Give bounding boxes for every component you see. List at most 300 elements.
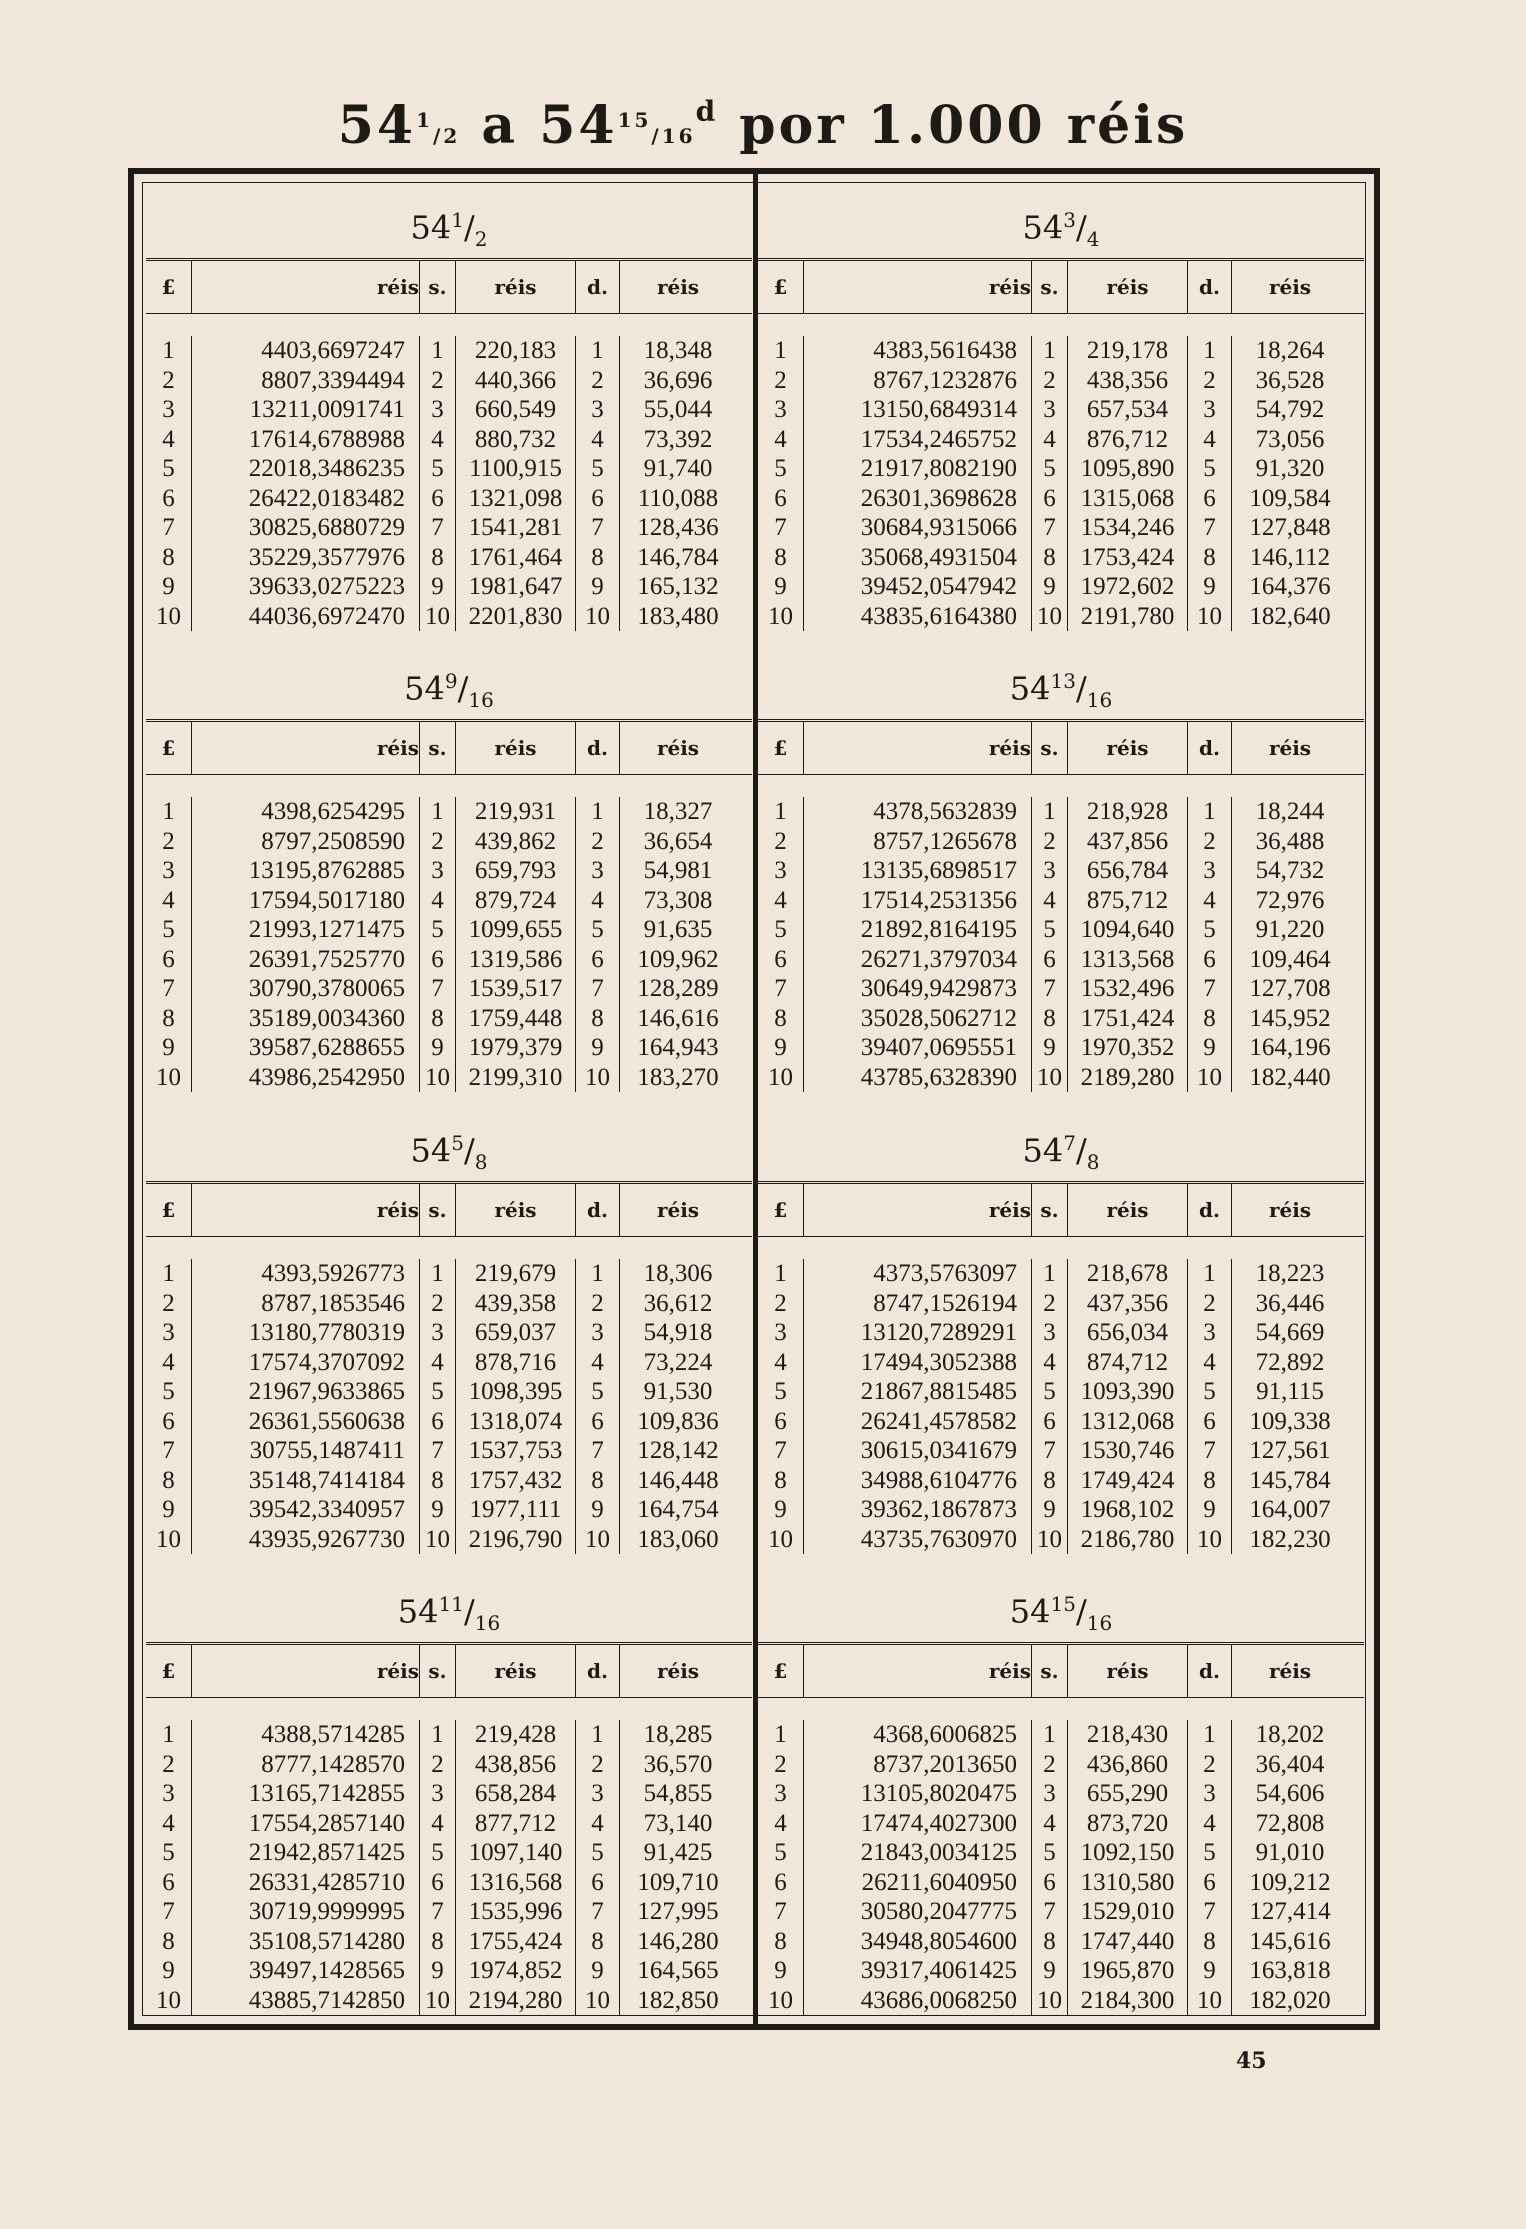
column-header: réis — [804, 722, 1032, 774]
table-cell: 8797,2508590 — [192, 827, 420, 857]
table-cell: 8 — [758, 543, 804, 573]
table-cell: 91,010 — [1255, 1839, 1325, 1866]
table-cell: 2186,780 — [1068, 1525, 1188, 1555]
table-cell: 9 — [576, 1956, 620, 1986]
table-cell: 1 — [758, 1720, 804, 1750]
column-header: réis — [456, 1645, 576, 1697]
table-cell: 1968,102 — [1068, 1495, 1188, 1525]
table-cell: 2 — [758, 827, 804, 857]
table-row — [146, 1986, 752, 2016]
table-row — [146, 915, 752, 945]
table-cell: 1095,890 — [1068, 454, 1188, 484]
table-cell: 1100,915 — [456, 454, 576, 484]
table-body — [146, 775, 752, 1092]
table-cell: 1 — [420, 336, 456, 366]
table-cell: 164,565 — [637, 1957, 719, 1984]
column-header: réis — [1068, 261, 1188, 313]
table-cell: 437,856 — [1068, 827, 1188, 857]
table-cell: 3 — [758, 395, 804, 425]
table-cell: 1749,424 — [1068, 1466, 1188, 1496]
table-cell: 1 — [1032, 797, 1068, 827]
table-cell: 21843,0034125 — [804, 1838, 1032, 1868]
rate-fraction-denominator: 8 — [474, 1150, 488, 1175]
column-header: réis — [1268, 736, 1312, 760]
table-cell: 1970,352 — [1068, 1033, 1188, 1063]
table-cell: 5 — [758, 1838, 804, 1868]
table-cell: 1 — [1032, 336, 1068, 366]
table-cell: 1974,852 — [456, 1956, 576, 1986]
table-cell: 5 — [146, 454, 192, 484]
table-cell: 1977,111 — [456, 1495, 576, 1525]
table-cell: 91,530 — [643, 1378, 713, 1405]
table-cell: 54,792 — [1255, 396, 1325, 423]
table-cell: 30755,1487411 — [192, 1436, 420, 1466]
table-cell: 1981,647 — [456, 572, 576, 602]
table-cell: 2 — [1032, 827, 1068, 857]
table-cell: 9 — [758, 1495, 804, 1525]
table-cell: 4393,5926773 — [192, 1259, 420, 1289]
table-cell: 4398,6254295 — [192, 797, 420, 827]
table-cell: 6 — [146, 945, 192, 975]
table-cell: 1537,753 — [456, 1436, 576, 1466]
table-cell: 6 — [758, 945, 804, 975]
table-cell: 878,716 — [456, 1348, 576, 1378]
table-cell: 39542,3340957 — [192, 1495, 420, 1525]
table-row — [758, 886, 1364, 916]
table-cell: 34988,6104776 — [804, 1466, 1032, 1496]
table-cell: 109,836 — [637, 1407, 719, 1435]
column-header: réis — [456, 261, 576, 313]
table-cell: 3 — [1188, 1318, 1232, 1348]
table-cell: 9 — [1188, 1495, 1232, 1525]
table-cell: 2201,830 — [456, 602, 576, 632]
table-cell: 128,436 — [637, 514, 719, 541]
table-cell: 165,132 — [637, 573, 719, 600]
table-cell: 164,376 — [1249, 573, 1331, 600]
table-cell: 437,356 — [1068, 1289, 1188, 1319]
table-cell: 43735,7630970 — [804, 1525, 1032, 1555]
table-cell: 73,392 — [643, 425, 713, 453]
table-cell: 128,142 — [637, 1437, 719, 1464]
column-header: réis — [1068, 1184, 1188, 1236]
column-headers — [758, 1184, 1364, 1237]
table-cell: 8 — [420, 1466, 456, 1496]
table-cell: 10 — [1032, 1063, 1068, 1093]
table-cell: 9 — [758, 1033, 804, 1063]
table-cell: 8 — [576, 1927, 620, 1957]
table-body — [146, 1698, 752, 2015]
table-cell: 5 — [420, 915, 456, 945]
table-cell: 146,784 — [637, 543, 719, 571]
table-cell: 8747,1526194 — [804, 1289, 1032, 1319]
table-cell: 18,285 — [643, 1721, 713, 1748]
table-cell: 1532,496 — [1068, 974, 1188, 1004]
table-cell: 436,860 — [1068, 1750, 1188, 1780]
column-header: réis — [1268, 1659, 1312, 1683]
table-row — [146, 1779, 752, 1809]
table-cell: 10 — [1032, 1986, 1068, 2016]
table-cell: 21892,8164195 — [804, 915, 1032, 945]
table-cell: 3 — [1188, 1779, 1232, 1809]
table-cell: 873,720 — [1068, 1809, 1188, 1839]
table-row — [146, 1956, 752, 1986]
table-cell: 1 — [576, 336, 620, 366]
table-cell: 7 — [146, 1897, 192, 1927]
column-header: réis — [656, 1659, 700, 1683]
table-cell: 3 — [1032, 395, 1068, 425]
table-cell: 9 — [1188, 572, 1232, 602]
table-cell: 877,712 — [456, 1809, 576, 1839]
table-row — [146, 886, 752, 916]
column-headers — [146, 722, 752, 775]
column-header: réis — [656, 1198, 700, 1222]
table-cell: 8 — [420, 1927, 456, 1957]
table-heading: $54^7/_8$ — [758, 1111, 1364, 1184]
table-cell: 1097,140 — [456, 1838, 576, 1868]
table-cell: 7 — [420, 1897, 456, 1927]
table-cell: 54,981 — [643, 857, 713, 884]
table-cell: 3 — [1032, 1318, 1068, 1348]
table-cell: 1098,395 — [456, 1377, 576, 1407]
conversion-table — [146, 188, 752, 643]
column-header: £ — [758, 722, 804, 774]
table-cell: 5 — [1032, 454, 1068, 484]
table-cell: 2 — [146, 366, 192, 396]
table-cell: 110,088 — [637, 484, 719, 512]
table-cell: 91,220 — [1255, 916, 1325, 943]
table-cell: 9 — [1188, 1956, 1232, 1986]
table-cell: 4403,6697247 — [192, 336, 420, 366]
table-cell: 5 — [576, 915, 620, 945]
table-cell: 145,952 — [1249, 1004, 1331, 1032]
table-cell: 4 — [1188, 886, 1232, 916]
column-header: £ — [758, 1645, 804, 1697]
table-heading: $54^3/_4$ — [758, 188, 1364, 261]
table-cell: 2 — [420, 1750, 456, 1780]
table-cell: 4383,5616438 — [804, 336, 1032, 366]
table-cell: 876,712 — [1068, 425, 1188, 455]
table-row — [146, 395, 752, 425]
table-cell: 6 — [1188, 1868, 1232, 1898]
table-cell: 4 — [420, 1348, 456, 1378]
table-cell: 4388,5714285 — [192, 1720, 420, 1750]
table-cell: 9 — [146, 1956, 192, 1986]
table-cell: 73,056 — [1255, 425, 1325, 453]
table-cell: 8 — [576, 1004, 620, 1034]
table-cell: 4 — [758, 1348, 804, 1378]
column-header: réis — [456, 1184, 576, 1236]
table-cell: 4 — [146, 1809, 192, 1839]
column-header: s. — [1032, 722, 1068, 774]
table-cell: 10 — [1188, 602, 1232, 632]
table-cell: 2 — [146, 1750, 192, 1780]
table-cell: 3 — [758, 1318, 804, 1348]
table-cell: 6 — [1032, 484, 1068, 514]
table-cell: 8 — [1188, 1466, 1232, 1496]
table-cell: 10 — [420, 1525, 456, 1555]
column-header: s. — [420, 1184, 456, 1236]
table-cell: 26271,3797034 — [804, 945, 1032, 975]
table-cell: 10 — [576, 1986, 620, 2016]
table-cell: 73,140 — [643, 1809, 713, 1837]
table-row — [758, 1348, 1364, 1378]
table-cell: 2 — [758, 1750, 804, 1780]
table-cell: 1751,424 — [1068, 1004, 1188, 1034]
table-cell: 1753,424 — [1068, 543, 1188, 573]
table-cell: 8 — [758, 1466, 804, 1496]
table-cell: 3 — [758, 1779, 804, 1809]
table-cell: 1747,440 — [1068, 1927, 1188, 1957]
table-cell: 8 — [1188, 1004, 1232, 1034]
table-cell: 1 — [576, 797, 620, 827]
table-cell: 439,358 — [456, 1289, 576, 1319]
table-cell: 21867,8815485 — [804, 1377, 1032, 1407]
rate-whole: 54 — [404, 669, 445, 708]
table-row — [146, 1407, 752, 1437]
table-cell: 2 — [1188, 827, 1232, 857]
table-cell: 36,446 — [1255, 1289, 1325, 1317]
table-cell: 55,044 — [643, 396, 713, 423]
column-header: £ — [146, 1184, 192, 1236]
table-cell: 10 — [420, 602, 456, 632]
table-row — [146, 543, 752, 573]
table-heading: $54^{15}/_{16}$ — [758, 1572, 1364, 1645]
rate-whole: 54 — [1022, 1131, 1064, 1170]
table-cell: 219,679 — [456, 1259, 576, 1289]
table-cell: 879,724 — [456, 886, 576, 916]
table-cell: 1 — [1032, 1259, 1068, 1289]
table-cell: 4 — [576, 1809, 620, 1839]
column-headers — [758, 1645, 1364, 1698]
table-cell: 8787,1853546 — [192, 1289, 420, 1319]
table-row — [758, 1809, 1364, 1839]
table-row — [146, 1259, 752, 1289]
table-cell: 34948,8054600 — [804, 1927, 1032, 1957]
table-cell: 39497,1428565 — [192, 1956, 420, 1986]
table-cell: 6 — [420, 945, 456, 975]
column-headers — [758, 261, 1364, 314]
table-cell: 7 — [146, 1436, 192, 1466]
table-row — [758, 974, 1364, 1004]
table-cell: 220,183 — [456, 336, 576, 366]
table-cell: 1315,068 — [1068, 484, 1188, 514]
table-cell: 35068,4931504 — [804, 543, 1032, 573]
table-row — [146, 366, 752, 396]
table-cell: 1092,150 — [1068, 1838, 1188, 1868]
table-row — [146, 1838, 752, 1868]
table-cell: 9 — [1032, 1033, 1068, 1063]
table-row — [146, 1868, 752, 1898]
table-cell: 4 — [758, 425, 804, 455]
table-cell: 72,808 — [1255, 1809, 1325, 1837]
table-cell: 39407,0695551 — [804, 1033, 1032, 1063]
rate-fraction-numerator: 5 — [451, 1131, 464, 1155]
table-cell: 6 — [1032, 1407, 1068, 1437]
table-cell: 2191,780 — [1068, 602, 1188, 632]
table-cell: 1093,390 — [1068, 1377, 1188, 1407]
table-cell: 1965,870 — [1068, 1956, 1188, 1986]
rate-fraction-denominator: 8 — [1086, 1150, 1100, 1175]
table-cell: 4 — [1032, 1809, 1068, 1839]
table-cell: 4378,5632839 — [804, 797, 1032, 827]
table-cell: 36,612 — [643, 1289, 713, 1317]
table-cell: 54,918 — [643, 1319, 713, 1346]
table-cell: 1 — [146, 1720, 192, 1750]
table-cell: 3 — [758, 856, 804, 886]
table-row — [758, 1318, 1364, 1348]
table-row — [146, 797, 752, 827]
table-cell: 2 — [420, 1289, 456, 1319]
table-cell: 43885,7142850 — [192, 1986, 420, 2016]
table-cell: 1541,281 — [456, 513, 576, 543]
table-cell: 13105,8020475 — [804, 1779, 1032, 1809]
table-cell: 438,856 — [456, 1750, 576, 1780]
table-cell: 10 — [1032, 1525, 1068, 1555]
column-header: réis — [192, 1645, 420, 1697]
table-row — [146, 1436, 752, 1466]
table-cell: 2 — [1032, 366, 1068, 396]
column-header: s. — [1032, 1184, 1068, 1236]
table-cell: 1529,010 — [1068, 1897, 1188, 1927]
table-cell: 43986,2542950 — [192, 1063, 420, 1093]
table-cell: 18,306 — [643, 1260, 713, 1287]
table-cell: 7 — [576, 513, 620, 543]
table-cell: 2 — [576, 1750, 620, 1780]
table-cell: 35229,3577976 — [192, 543, 420, 573]
table-cell: 9 — [420, 1033, 456, 1063]
table-cell: 4 — [1188, 1348, 1232, 1378]
table-cell: 26241,4578582 — [804, 1407, 1032, 1437]
table-cell: 3 — [146, 856, 192, 886]
column-header: d. — [576, 1645, 620, 1697]
rate-fraction-denominator: 16 — [474, 1611, 501, 1636]
column-header: £ — [146, 1645, 192, 1697]
table-cell: 54,732 — [1255, 857, 1325, 884]
table-cell: 1979,379 — [456, 1033, 576, 1063]
table-cell: 655,290 — [1068, 1779, 1188, 1809]
table-row — [758, 484, 1364, 514]
table-cell: 3 — [576, 395, 620, 425]
table-cell: 18,244 — [1255, 798, 1325, 825]
table-cell: 659,037 — [456, 1318, 576, 1348]
table-row — [146, 1495, 752, 1525]
column-header: s. — [420, 722, 456, 774]
table-row — [758, 1377, 1364, 1407]
conversion-table — [146, 1572, 752, 2027]
table-cell: 1 — [758, 1259, 804, 1289]
table-row — [758, 1956, 1364, 1986]
table-cell: 5 — [1032, 915, 1068, 945]
table-cell: 26422,0183482 — [192, 484, 420, 514]
table-cell: 5 — [1032, 1838, 1068, 1868]
table-cell: 9 — [146, 1033, 192, 1063]
table-cell: 7 — [758, 1436, 804, 1466]
table-cell: 91,320 — [1255, 455, 1325, 482]
table-cell: 1761,464 — [456, 543, 576, 573]
table-body — [758, 1698, 1364, 2015]
table-cell: 4 — [146, 886, 192, 916]
table-cell: 5 — [146, 1838, 192, 1868]
table-cell: 3 — [576, 856, 620, 886]
table-cell: 4 — [1032, 425, 1068, 455]
table-cell: 1319,586 — [456, 945, 576, 975]
table-row — [758, 454, 1364, 484]
table-cell: 7 — [576, 1436, 620, 1466]
table-cell: 39452,0547942 — [804, 572, 1032, 602]
table-row — [758, 1779, 1364, 1809]
rate-fraction-denominator: 16 — [1086, 1611, 1113, 1636]
table-cell: 9 — [1188, 1033, 1232, 1063]
table-cell: 26391,7525770 — [192, 945, 420, 975]
table-row — [146, 1750, 752, 1780]
column-header: réis — [1068, 722, 1188, 774]
column-header: réis — [804, 1645, 1032, 1697]
table-cell: 6 — [146, 1868, 192, 1898]
column-header: d. — [576, 261, 620, 313]
table-cell: 1 — [758, 336, 804, 366]
table-body — [758, 1237, 1364, 1554]
table-cell: 36,570 — [643, 1750, 713, 1778]
table-heading: $54^5/_8$ — [146, 1111, 752, 1184]
rate-fraction-numerator: 7 — [1063, 1131, 1076, 1155]
table-cell: 1310,580 — [1068, 1868, 1188, 1898]
table-cell: 182,850 — [637, 1986, 719, 2014]
table-cell: 91,115 — [1256, 1378, 1324, 1405]
table-cell: 5 — [146, 915, 192, 945]
table-cell: 3 — [420, 1318, 456, 1348]
table-cell: 4 — [1032, 886, 1068, 916]
table-cell: 164,754 — [637, 1496, 719, 1523]
table-cell: 8 — [1188, 1927, 1232, 1957]
table-cell: 8767,1232876 — [804, 366, 1032, 396]
table-cell: 91,635 — [643, 916, 713, 943]
table-cell: 2 — [1188, 366, 1232, 396]
table-cell: 30790,3780065 — [192, 974, 420, 1004]
table-cell: 1318,074 — [456, 1407, 576, 1437]
table-cell: 874,712 — [1068, 1348, 1188, 1378]
table-cell: 7 — [420, 1436, 456, 1466]
table-cell: 17474,4027300 — [804, 1809, 1032, 1839]
table-cell: 3 — [1188, 856, 1232, 886]
table-cell: 2 — [758, 1289, 804, 1319]
table-body — [758, 775, 1364, 1092]
table-cell: 5 — [1188, 1377, 1232, 1407]
table-row — [758, 395, 1364, 425]
table-cell: 4 — [420, 425, 456, 455]
table-cell: 4 — [1032, 1348, 1068, 1378]
table-cell: 219,931 — [456, 797, 576, 827]
table-row — [758, 1838, 1364, 1868]
table-cell: 183,480 — [637, 602, 719, 630]
table-cell: 439,862 — [456, 827, 576, 857]
table-cell: 44036,6972470 — [192, 602, 420, 632]
conversion-table — [146, 1111, 752, 1566]
table-cell: 91,425 — [643, 1839, 713, 1866]
table-cell: 1539,517 — [456, 974, 576, 1004]
rate-whole: 54 — [1009, 669, 1051, 708]
table-cell: 8 — [1188, 543, 1232, 573]
table-cell: 127,561 — [1249, 1437, 1331, 1464]
column-header: réis — [456, 722, 576, 774]
table-cell: 8 — [1032, 543, 1068, 573]
column-header: £ — [758, 261, 804, 313]
table-row — [146, 1348, 752, 1378]
table-cell: 43935,9267730 — [192, 1525, 420, 1555]
table-cell: 8 — [576, 543, 620, 573]
column-header: s. — [1032, 1645, 1068, 1697]
table-cell: 7 — [1188, 1436, 1232, 1466]
table-cell: 656,034 — [1068, 1318, 1188, 1348]
